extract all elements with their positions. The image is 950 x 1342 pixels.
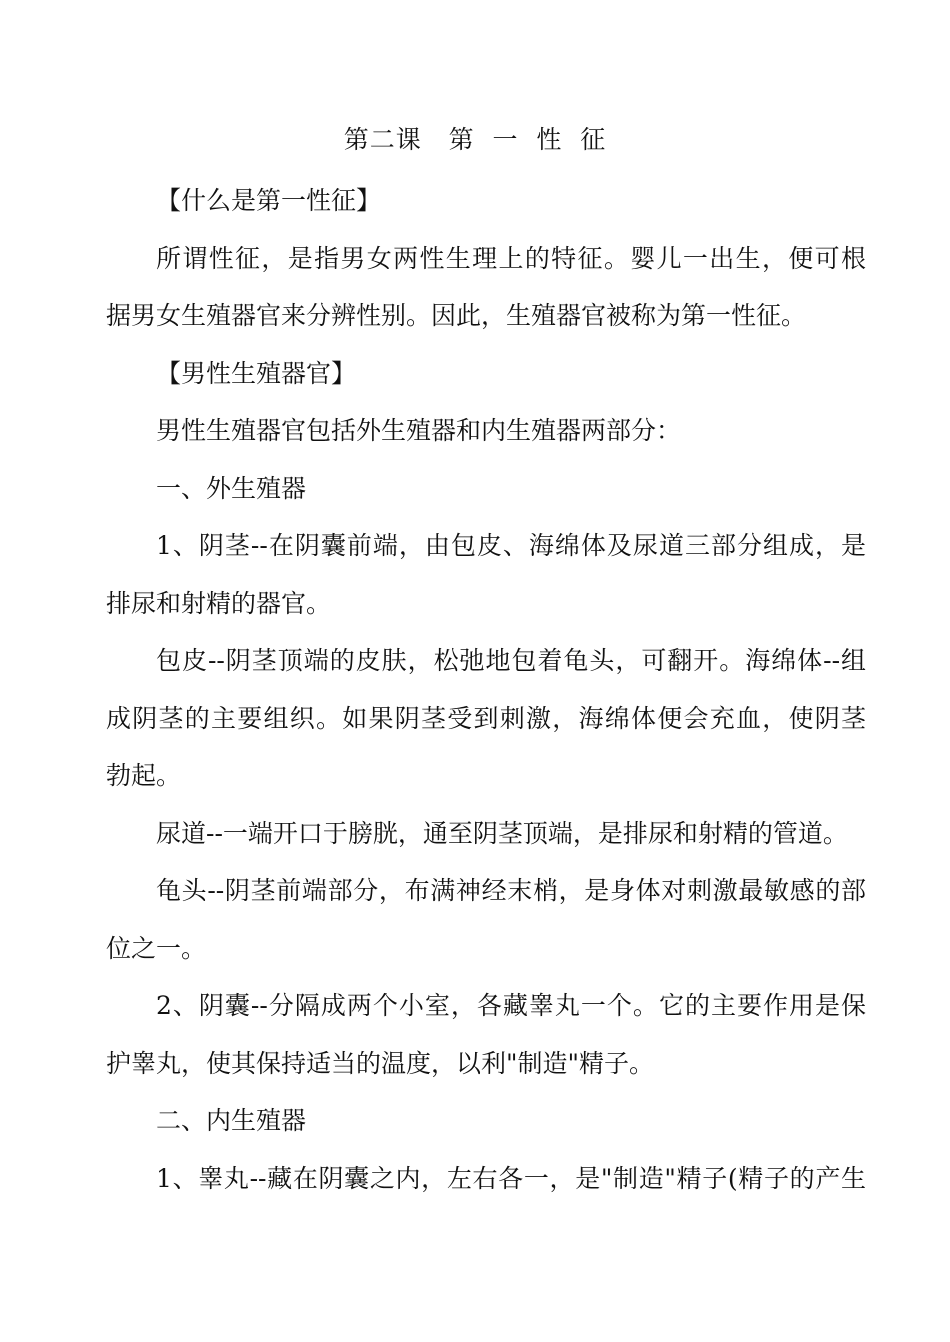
section-heading: 【男性生殖器官】: [156, 358, 357, 388]
paragraph-line: 位之一。: [106, 933, 207, 963]
paragraph-line: 尿道--一端开口于膀胱，通至阴茎顶端，是排尿和射精的管道。: [156, 818, 848, 848]
paragraph-line: 男性生殖器官包括外生殖器和内生殖器两部分：: [156, 416, 682, 445]
paragraph-line: 勃起。: [106, 761, 182, 790]
paragraph-line: 1、阴茎--在阴囊前端，由包皮、海绵体及尿道三部分组成，是: [156, 531, 866, 560]
paragraph-line: 2、阴囊--分隔成两个小室，各藏睾丸一个。它的主要作用是保: [156, 991, 866, 1020]
paragraph-line: 所谓性征，是指男女两性生理上的特征。婴儿一出生，便可根: [156, 243, 866, 273]
document-body: [106, 172, 866, 1207]
paragraph-line: 龟头--阴茎前端部分，布满神经末梢，是身体对刺激最敏感的部: [156, 876, 866, 905]
paragraph-line: 包皮--阴茎顶端的皮肤，松弛地包着龟头，可翻开。海绵体--组: [156, 646, 866, 675]
section-heading: 【什么是第一性征】: [156, 186, 382, 215]
page-title: 第二课 第 一 性 征: [343, 125, 607, 154]
paragraph-line: 排尿和射精的器官。: [106, 588, 332, 618]
paragraph-line: 成阴茎的主要组织。如果阴茎受到刺激，海绵体便会充血，使阴茎: [106, 703, 866, 733]
subsection-heading: 二、内生殖器: [156, 1106, 307, 1135]
paragraph-line: 1、睾丸--藏在阴囊之内，左右各一，是"制造"精子(精子的产生: [156, 1163, 866, 1193]
subsection-heading: 一、外生殖器: [156, 473, 307, 503]
paragraph-line: 护睾丸，使其保持适当的温度，以利"制造"精子。: [106, 1048, 654, 1078]
paragraph-line: 据男女生殖器官来分辨性别。因此，生殖器官被称为第一性征。: [106, 301, 807, 330]
